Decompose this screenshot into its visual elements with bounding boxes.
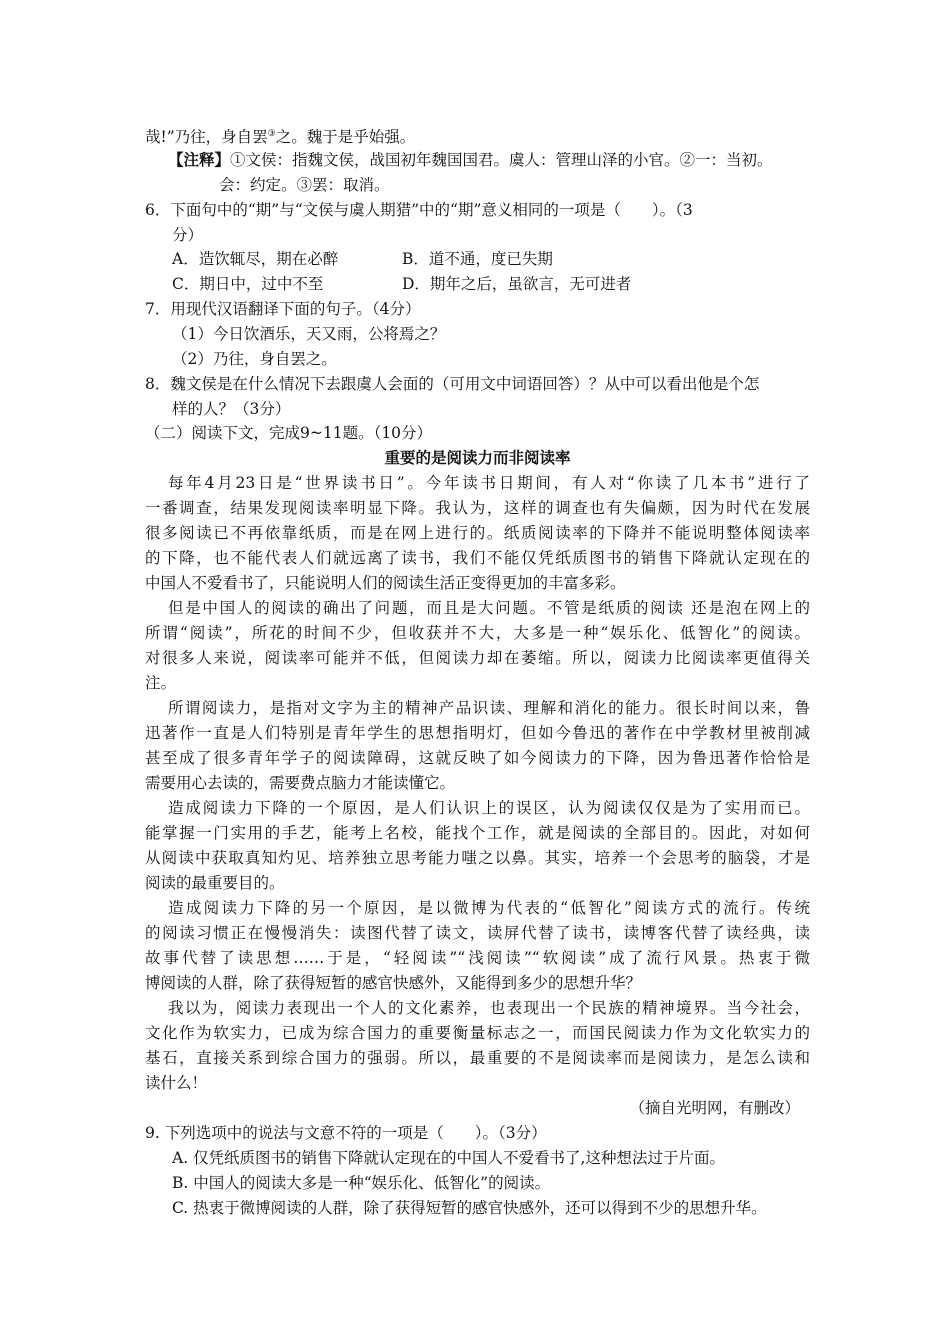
paragraph-line: 的下降，也不能代表人们就远离了读书，我们不能仅凭纸质图书的销售下降就认定现在的 — [145, 549, 810, 567]
paragraph-line: 博阅读的人群，除了获得短暂的感官快感外，又能得到多少的思想升华？ — [145, 974, 642, 992]
paragraph-line: 所谓阅读力，是指对文字为主的精神产品识读、理解和消化的能力。很长时间以来，鲁 — [168, 699, 810, 717]
question-6: 6．下面句中的“期”与“文侯与虞人期猎”中的“期”意义相同的一项是（ ）。（3 — [145, 201, 693, 219]
question-6-cont: 分） — [172, 226, 204, 244]
paragraph-line: 文化作为软实力，已成为综合国力的重要衡量标志之一，而国民阅读力作为文化软实力的 — [145, 1024, 810, 1042]
paragraph-line: 基石，直接关系到综合国力的强弱。所以，最重要的不是阅读率而是阅读力，是怎么读和 — [145, 1049, 810, 1067]
paragraph-line: 所谓“阅读”，所花的时间不少，但收获并不大，大多是一种“娱乐化、低智化”的阅读。 — [145, 624, 810, 642]
annotation-line: 会：约定。③罢：取消。 — [219, 176, 390, 194]
paragraph-line: 迅著作一直是人们特别是青年学生的思想指明灯，但如今鲁迅的著作在中学教材里被削减 — [145, 724, 810, 742]
option-c: C. 热衷于微博阅读的人群，除了获得短暂的感官快感外，还可以得到不少的思想升华。 — [172, 1199, 767, 1217]
section-heading: （二）阅读下文，完成9~11题。（10分） — [145, 424, 433, 442]
paragraph-line: 很多阅读已不再依靠纸质，而是在网上进行的。纸质阅读率的下降并不能说明整体阅读率 — [145, 524, 810, 542]
paragraph-line: 读什么！ — [145, 1074, 208, 1092]
annotation-text: ①文侯：指魏文侯，战国初年魏国国君。虞人：管理山泽的小官。②一：当初。 — [230, 151, 773, 169]
paragraph-line: 注。 — [145, 674, 177, 692]
paragraph-line: 对很多人来说，阅读率可能并不低，但阅读力却在萎缩。所以，阅读力比阅读率更值得关 — [145, 649, 810, 667]
paragraph-line: 造成阅读力下降的一个原因，是人们认识上的误区，认为阅读仅仅是为了实用而已。 — [168, 799, 810, 817]
annotation-label: 【注释】 — [168, 150, 231, 169]
question-6-options-row — [172, 247, 810, 271]
text-fragment: 哉!”乃往，身自罢 — [145, 128, 268, 146]
paragraph-line: 我以为，阅读力表现出一个人的文化素养，也表现出一个民族的精神境界。当今社会， — [168, 999, 810, 1017]
paragraph-line: 的阅读习惯正在慢慢消失：读图代替了读文，读屏代替了读书，读博客代替了读经典，读 — [145, 924, 810, 942]
question-7-item: （1）今日饮酒乐，天又雨，公将焉之？ — [172, 325, 446, 343]
option-d: D．期年之后，虽欲言，无可进者 — [402, 275, 632, 293]
option-b: B．道不通，度已失期 — [402, 250, 553, 268]
option-a: A．造饮辄尽，期在必醉 — [172, 250, 339, 268]
option-c: C．期日中，过中不至 — [172, 275, 324, 293]
footnote-mark: ③ — [267, 128, 276, 139]
question-8-cont: 样的人？（3分） — [172, 400, 291, 418]
paragraph-line: 需要用心去读的，需要费点脑力才能读懂它。 — [145, 774, 456, 792]
paragraph-line: 能掌握一门实用的手艺，能考上名校，能找个工作，就是阅读的全部目的。因此，对如何 — [145, 824, 810, 842]
paragraph-line: 造成阅读力下降的另一个原因，是以微博为代表的“低智化”阅读方式的流行。传统 — [168, 899, 810, 917]
paragraph-line: 阅读的最重要目的。 — [145, 874, 285, 892]
question-8: 8．魏文侯是在什么情况下去跟虞人会面的（可用文中词语回答）？从中可以看出他是个怎 — [145, 375, 760, 393]
question-7-item: （2）乃往，身自罢之。 — [172, 350, 337, 368]
paragraph-line: 每年4月23日是“世界读书日”。今年读书日期间，有人对“你读了几本书”进行了 — [168, 474, 810, 492]
option-a: A. 仅凭纸质图书的销售下降就认定现在的中国人不爱看书了,这种想法过于片面。 — [172, 1149, 725, 1167]
paragraph-line: 中国人不爱看书了，只能说明人们的阅读生活正变得更加的丰富多彩。 — [145, 574, 626, 592]
question-6-options-row — [172, 272, 810, 296]
paragraph-line: 甚至成了很多青年学子的阅读障碍，这就反映了如今阅读力的下降，因为鲁迅著作恰恰是 — [145, 749, 810, 767]
text-fragment: 之。魏于是乎始强。 — [275, 128, 416, 146]
question-7: 7．用现代汉语翻译下面的句子。（4分） — [145, 300, 421, 318]
annotation-line — [168, 148, 810, 172]
article-title: 重要的是阅读力而非阅读率 — [384, 449, 571, 467]
question-9: 9. 下列选项中的说法与文意不符的一项是（ ）。（3分） — [145, 1124, 547, 1142]
paragraph-line: 故事代替了读思想……于是，“轻阅读”“浅阅读”“软阅读”成了流行风景。热衷于微 — [145, 949, 810, 967]
source-citation: （摘自光明网，有删改） — [629, 1099, 800, 1117]
option-b: B. 中国人的阅读大多是一种“娱乐化、低智化”的阅读。 — [172, 1174, 551, 1192]
paragraph-line: 从阅读中获取真知灼见、培养独立思考能力嗤之以鼻。其实，培养一个会思考的脑袋，才是 — [145, 849, 810, 867]
paragraph-line: 一番调查，结果发现阅读率明显下降。我认为，这样的调查也有失偏颇，因为时代在发展 — [145, 499, 810, 517]
paragraph-line: 但是中国人的阅读的确出了问题，而且是大问题。不管是纸质的阅读 还是泡在网上的 — [168, 599, 810, 617]
text-line — [145, 125, 810, 149]
